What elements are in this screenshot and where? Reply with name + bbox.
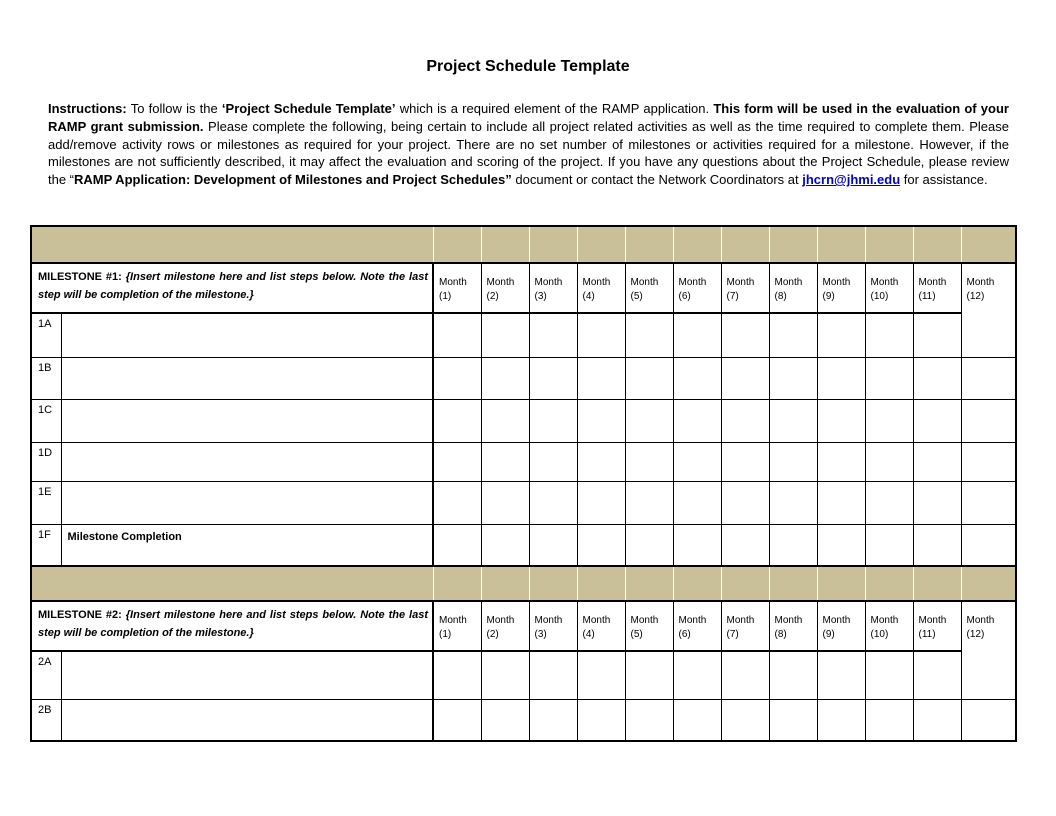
month-cell[interactable] [865,357,913,399]
month-cell[interactable] [481,481,529,524]
month-cell[interactable] [961,442,1016,481]
activity-row [31,524,1016,566]
activity-description[interactable] [61,399,433,442]
month-header-8 [769,601,817,651]
month-header-5 [625,601,673,651]
month-cell[interactable] [913,313,961,357]
activity-description[interactable]: Milestone Completion [61,524,433,566]
month-number: (1) [439,629,452,640]
activity-description[interactable] [61,651,433,699]
month-cell[interactable] [481,442,529,481]
month-number: (8) [774,291,787,302]
month-cell[interactable] [673,442,721,481]
month-cell[interactable] [673,524,721,566]
milestone-number: MILESTONE #2: [38,609,122,621]
band-cell [673,226,721,263]
activity-id: 1E [31,481,61,524]
instructions-text-2: which is a required element of the RAMP application. [395,101,714,116]
month-number: (8) [774,629,787,640]
activity-id: 2B [31,699,61,741]
month-word: Month [582,615,611,626]
month-cell[interactable] [721,357,769,399]
month-cell[interactable] [625,357,673,399]
month-number: (6) [678,629,691,640]
instructions-text-5: for assistance. [900,172,988,188]
month-word: Month [822,277,851,288]
month-number: (10) [870,291,889,302]
band-cell [865,226,913,263]
month-cell[interactable] [433,357,481,399]
month-cell[interactable] [865,481,913,524]
band-cell [961,226,1016,263]
month-word: Month [439,615,467,626]
month-word: Month [678,615,707,626]
month-cell[interactable] [721,524,769,566]
month-header-10 [865,263,913,313]
month-cell[interactable] [529,313,577,357]
instructions-text-4: document or contact the Network Coordinators at [511,172,803,188]
month-word: Month [630,277,659,288]
month-cell[interactable] [865,699,913,741]
month-number: (11) [918,629,936,640]
activity-description[interactable] [61,442,433,481]
month-cell[interactable] [769,699,817,741]
month-cell[interactable] [481,399,529,442]
month-cell[interactable] [625,651,673,699]
month-header-7 [721,601,769,651]
month-cell[interactable] [481,357,529,399]
band-cell [913,566,961,601]
month-cell[interactable] [817,524,865,566]
month-number: (6) [678,291,691,302]
activity-row [31,442,1016,481]
month-cell[interactable] [961,651,1016,699]
band-cell [673,566,721,601]
month-cell[interactable] [673,313,721,357]
month-cell[interactable] [673,399,721,442]
band-cell [481,566,529,601]
band-cell [481,226,529,263]
page-title: Project Schedule Template [426,58,630,75]
month-cell[interactable] [769,357,817,399]
month-cell[interactable] [961,699,1016,741]
month-cell[interactable] [529,524,577,566]
month-cell[interactable] [865,442,913,481]
month-cell[interactable] [721,399,769,442]
month-cell[interactable] [433,481,481,524]
month-cell[interactable] [769,524,817,566]
month-cell[interactable] [577,524,625,566]
month-cell[interactable] [769,442,817,481]
month-header-4 [577,601,625,651]
month-word: Month [678,277,707,288]
month-word: Month [918,277,947,288]
month-number: (7) [726,629,739,640]
month-cell[interactable] [961,357,1016,399]
band-cell [961,566,1016,601]
month-word: Month [870,277,899,288]
month-word: Month [439,277,467,288]
month-header-3 [529,601,577,651]
activity-row [31,399,1016,442]
milestone-header-row [31,263,1016,313]
month-cell[interactable] [913,699,961,741]
month-cell[interactable] [817,313,865,357]
template-name: ‘Project Schedule Template’ [221,101,396,116]
activity-id: 1F [31,524,61,566]
month-cell[interactable] [721,442,769,481]
activity-row [31,313,1016,357]
month-number: (11) [918,291,936,302]
month-word: Month [726,615,755,626]
month-cell[interactable] [625,481,673,524]
band-cell [769,566,817,601]
month-cell[interactable] [529,651,577,699]
evaluation-sentence: This form will be used in the evaluation of your RAMP grant submission. [48,101,1009,134]
month-word: Month [870,615,899,626]
month-word: Month [966,615,995,626]
email-link[interactable]: jhcrn@jhmi.edu [802,172,901,188]
month-cell[interactable] [961,399,1016,442]
month-header-9 [817,601,865,651]
month-header-9 [817,263,865,313]
month-cell[interactable] [769,313,817,357]
instructions-text-3: Please complete the following, being certain to include all project related activities as well as the time required to complete them. Please add/remove activity rows or milestones as required for your project. There are no set number of milestones or activities required for a milestone. However, if the milestones are not sufficiently described, it may affect the evaluation and scoring of the project. If you have any questions about the Project Schedule, please review the “ [48,118,1009,188]
month-cell[interactable] [625,313,673,357]
month-word: Month [534,277,563,288]
month-cell[interactable] [817,357,865,399]
band-cell [577,566,625,601]
month-cell[interactable] [913,651,961,699]
month-cell[interactable] [721,651,769,699]
month-cell[interactable] [529,399,577,442]
band-cell [913,226,961,263]
instructions-text-1: To follow is the [126,101,222,116]
month-cell[interactable] [817,699,865,741]
activity-description[interactable] [61,357,433,399]
month-header-11 [913,601,961,651]
activity-description[interactable] [61,481,433,524]
month-word: Month [966,277,995,288]
month-header-12 [961,263,1016,313]
activity-id: 1B [31,357,61,399]
month-cell[interactable] [577,313,625,357]
month-number: (5) [630,629,643,640]
milestone-instruction: {Insert milestone here and list steps below. Note the last step will be completion of the milestone.} [38,609,428,639]
month-number: (9) [822,291,835,302]
schedule-table [30,225,1017,742]
month-number: (7) [726,291,739,302]
activity-row [31,481,1016,524]
month-header-1 [433,601,481,651]
month-cell[interactable] [433,699,481,741]
month-cell[interactable] [481,313,529,357]
month-word: Month [486,615,515,626]
month-cell[interactable] [529,442,577,481]
band-cell [721,226,769,263]
month-cell[interactable] [673,699,721,741]
month-cell[interactable] [865,399,913,442]
month-cell[interactable] [913,357,961,399]
month-header-12 [961,601,1016,651]
month-cell[interactable] [577,442,625,481]
month-header-8 [769,263,817,313]
month-cell[interactable] [817,481,865,524]
month-cell[interactable] [625,699,673,741]
activity-row [31,699,1016,741]
month-cell[interactable] [433,651,481,699]
activity-description[interactable] [61,313,433,357]
month-cell[interactable] [721,481,769,524]
month-cell[interactable] [769,399,817,442]
month-cell[interactable] [913,524,961,566]
activity-id: 1C [31,399,61,442]
month-word: Month [726,277,755,288]
band-cell [577,226,625,263]
instructions-paragraph [48,100,1009,189]
month-number: (12) [966,291,985,302]
month-number: (1) [439,291,452,302]
month-word: Month [822,615,851,626]
month-cell[interactable] [721,699,769,741]
month-cell[interactable] [433,313,481,357]
month-cell[interactable] [433,524,481,566]
month-cell[interactable] [961,313,1016,357]
month-word: Month [486,277,515,288]
band-cell [865,566,913,601]
month-cell[interactable] [721,313,769,357]
band-cell [769,226,817,263]
month-cell[interactable] [577,357,625,399]
month-cell[interactable] [913,442,961,481]
activity-id: 2A [31,651,61,699]
month-number: (3) [534,291,547,302]
month-cell[interactable] [529,699,577,741]
milestone-label[interactable] [31,601,433,651]
milestone-header-row [31,601,1016,651]
month-header-11 [913,263,961,313]
month-word: Month [534,615,563,626]
band-cell [625,566,673,601]
month-cell[interactable] [481,524,529,566]
band-cell [433,226,481,263]
month-cell[interactable] [817,651,865,699]
month-cell[interactable] [817,399,865,442]
month-cell[interactable] [961,481,1016,524]
month-cell[interactable] [865,524,913,566]
month-cell[interactable] [481,699,529,741]
month-cell[interactable] [625,442,673,481]
month-cell[interactable] [673,481,721,524]
section-band [31,566,1016,601]
month-cell[interactable] [913,399,961,442]
section-band [31,226,1016,263]
month-number: (10) [870,629,889,640]
month-cell[interactable] [433,442,481,481]
milestone-label[interactable] [31,263,433,313]
month-cell[interactable] [673,651,721,699]
month-cell[interactable] [673,357,721,399]
month-cell[interactable] [625,524,673,566]
month-number: (3) [534,629,547,640]
month-word: Month [582,277,611,288]
month-cell[interactable] [577,481,625,524]
month-header-1 [433,263,481,313]
month-header-6 [673,263,721,313]
band-cell [529,566,577,601]
instructions-lead: Instructions: [48,101,127,116]
month-header-5 [625,263,673,313]
activity-row [31,651,1016,699]
month-header-7 [721,263,769,313]
band-cell [817,566,865,601]
band-cell [529,226,577,263]
month-word: Month [630,615,659,626]
month-header-6 [673,601,721,651]
month-cell[interactable] [577,399,625,442]
month-word: Month [918,615,947,626]
month-number: (4) [582,291,595,302]
month-cell[interactable] [529,357,577,399]
band-cell [31,566,433,601]
document-name: RAMP Application: Development of Milestones and Project Schedules” [74,172,512,188]
month-number: (2) [486,291,499,302]
month-header-3 [529,263,577,313]
band-cell [31,226,433,263]
month-cell[interactable] [865,651,913,699]
month-number: (4) [582,629,595,640]
band-cell [817,226,865,263]
month-cell[interactable] [769,651,817,699]
month-cell[interactable] [913,481,961,524]
month-cell[interactable] [481,651,529,699]
activity-id: 1A [31,313,61,357]
month-number: (12) [966,629,985,640]
milestone-number: MILESTONE #1: [38,271,122,283]
month-number: (9) [822,629,835,640]
month-cell[interactable] [865,313,913,357]
month-header-4 [577,263,625,313]
month-cell[interactable] [529,481,577,524]
month-cell[interactable] [961,524,1016,566]
milestone-instruction: {Insert milestone here and list steps below. Note the last step will be completion of the milestone.} [38,271,428,301]
month-cell[interactable] [433,399,481,442]
month-word: Month [774,277,803,288]
month-word: Month [774,615,803,626]
month-number: (5) [630,291,643,302]
month-cell[interactable] [577,699,625,741]
activity-description[interactable] [61,699,433,741]
month-header-2 [481,601,529,651]
activity-id: 1D [31,442,61,481]
month-header-10 [865,601,913,651]
month-cell[interactable] [625,399,673,442]
month-cell[interactable] [577,651,625,699]
month-cell[interactable] [817,442,865,481]
band-cell [433,566,481,601]
band-cell [721,566,769,601]
activity-row [31,357,1016,399]
month-number: (2) [486,629,499,640]
band-cell [625,226,673,263]
month-cell[interactable] [769,481,817,524]
month-header-2 [481,263,529,313]
